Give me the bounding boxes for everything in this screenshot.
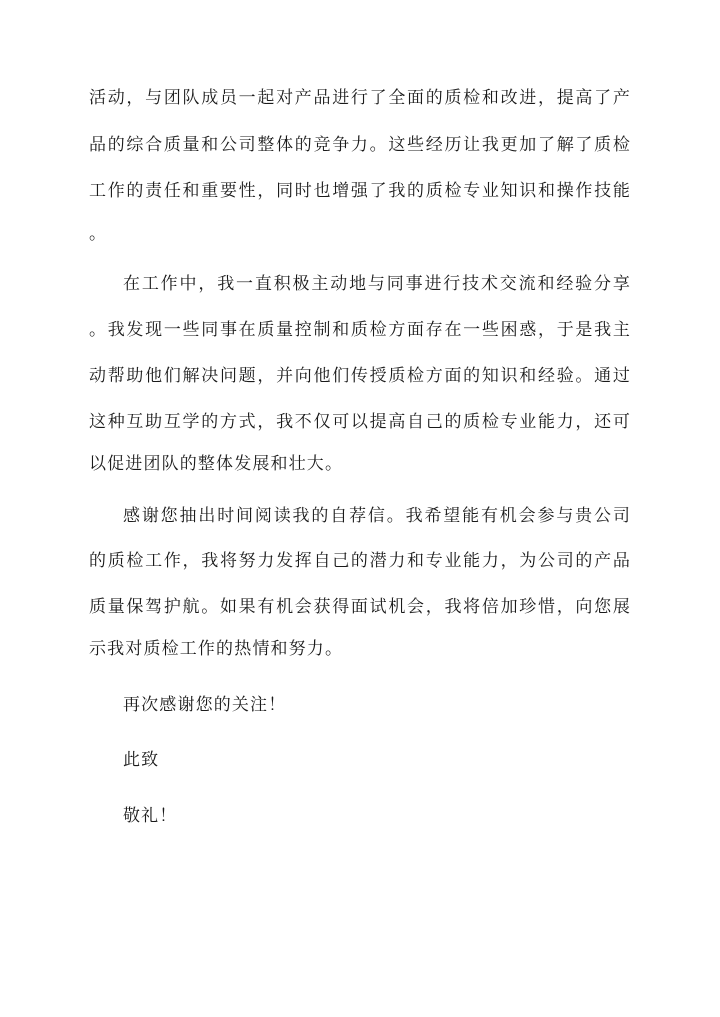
closing-salutation-1: 此致 [123, 750, 160, 770]
closing-salutation-2: 敬礼！ [123, 806, 178, 826]
paragraph-1-line-2: 品的综合质量和公司整体的竞争力。这些经历让我更加了解了质检 [89, 135, 631, 155]
paragraph-3-line-3: 质量保驾护航。如果有机会获得面试机会，我将倍加珍惜，向您展 [89, 597, 631, 617]
paragraph-1-line-3: 工作的责任和重要性，同时也增强了我的质检专业知识和操作技能 [89, 181, 631, 201]
paragraph-3-line-4: 示我对质检工作的热情和努力。 [89, 639, 344, 659]
paragraph-1-line-4: 。 [89, 224, 108, 244]
paragraph-2-line-4: 这种互助互学的方式，我不仅可以提高自己的质检专业能力，还可 [89, 412, 631, 432]
paragraph-2-line-5: 以促进团队的整体发展和壮大。 [89, 454, 344, 474]
closing-thanks: 再次感谢您的关注！ [123, 695, 287, 715]
paragraph-2-line-2: 。我发现一些同事在质量控制和质检方面存在一些困惑，于是我主 [89, 320, 631, 340]
paragraph-3-line-2: 的质检工作，我将努力发挥自己的潜力和专业能力，为公司的产品 [89, 551, 631, 571]
paragraph-2-line-3: 动帮助他们解决问题，并向他们传授质检方面的知识和经验。通过 [89, 366, 631, 386]
paragraph-1-line-1: 活动，与团队成员一起对产品进行了全面的质检和改进，提高了产 [89, 88, 631, 108]
paragraph-2-line-1: 在工作中，我一直积极主动地与同事进行技术交流和经验分享 [123, 274, 631, 294]
paragraph-3-line-1: 感谢您抽出时间阅读我的自荐信。我希望能有机会参与贵公司 [123, 506, 631, 526]
